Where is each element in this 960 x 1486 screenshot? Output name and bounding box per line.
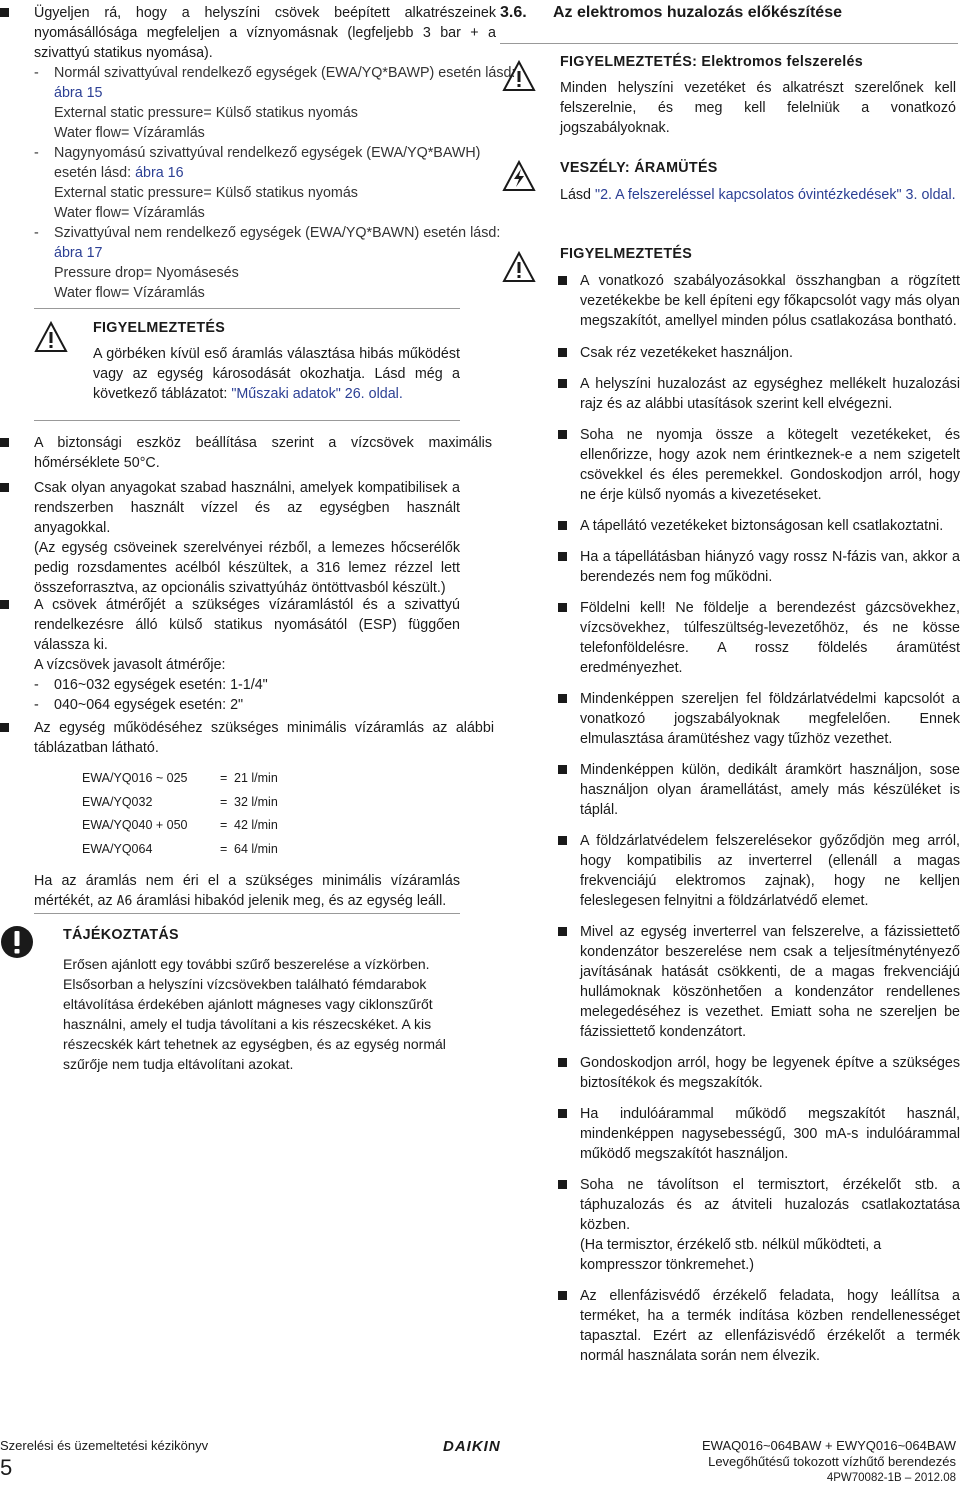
dash-mark: - [34,65,39,81]
list-item-text: Csak réz vezetékeket használjon. [500,343,960,363]
dash-line: Pressure drop= Nyomásesés [54,265,239,281]
dash-item-bawn [0,223,516,303]
dash-item-bawp [0,63,516,143]
note-text: Ha az áramlás nem éri el a szükséges minimális vízáramlás mértékét, az [34,873,460,909]
eq-cell: = [220,841,228,856]
flow-error-note [34,871,460,912]
flow-row [82,815,314,839]
link-precautions[interactable]: "2. A felszereléssel kapcsolatos óvintézkedések" 3. oldal. [595,187,956,203]
dash-line: Water flow= Vízáramlás [54,285,205,301]
warning-block [93,318,460,404]
dash-text: 040~064 egységek esetén: 2" [54,697,244,713]
list-item [500,271,960,331]
list-item [500,547,960,587]
footer-right [702,1438,956,1486]
divider [34,308,460,309]
warning-icon [502,60,536,92]
info-text: Erősen ajánlott egy további szűrő beszerelése a vízkörben. Elsősorban a helyszíni vízcsövekben található fémdarabok eltávolítása érdekében ajánlott mágneses vagy ciklonszűrőt használni, amely el tudja távolítani a kis részecskéket. A kis részecskék kárt tehetnek az egységben, és az egység normál szűrője nem tudja eltávolítani azokat. [63,956,446,1072]
divider [34,913,460,914]
list-item-text: A vonatkozó szabályozásokkal összhangban a rögzített vezetékekbe be kell építeni egy főkapcsolót vagy más olyan megszakítót, amellyel minden pólus csatlakozása bontható. [500,271,960,331]
footer-left [0,1438,208,1480]
link-abra-15[interactable]: ábra 15 [54,85,103,101]
warning-icon [34,321,68,353]
flow-row [82,792,314,816]
manual-title: Szerelési és üzemeltetési kézikönyv [0,1438,209,1453]
section-heading [500,3,842,23]
wiring-warning-list [500,271,960,1366]
list-item-text: A helyszíni huzalozást az egységhez mellékelt huzalozási rajz és az alábbi utasítások szerint kell elvégezni. [500,374,960,414]
warning-title: FIGYELMEZTETÉS [560,246,693,262]
model-range: EWAQ016~064BAW + EWYQ016~064BAW [702,1438,956,1453]
value-cell: 64 l/min [234,841,278,856]
list-item-text: Az ellenfázisvédő érzékelő feladata, hogy leállítsa a terméket, ha a termék indítása közben rendellenességet tapasztal. Ezért az ellenfázisvédő érzékelőt a termék normál használata során nem élvezik. [500,1286,960,1366]
list-item-text: Mivel az egység inverterrel van felszerelve, a fázissiettető kondenzátor beszerelése nem csak a teljesítménytényező javításának hatását csökkenti, de a magas frekvenciájú hullámoknak köszönhetően a kondenzátor rendellenes melegedéséhez is vezethet. Emiatt soha ne szereljen be fázissiettető kondenzátort. [500,922,960,1042]
info-title: TÁJÉKOZTATÁS [63,927,179,943]
list-item [500,374,960,414]
eq-cell: = [220,818,228,832]
list-item-text: Soha ne nyomja össze a kötegelt vezetékeket, és ellenőrizze, hogy azok nem érintkeznek-e a nem szigetelt csövekkel és éles peremekkel. Gondoskodjon arról, hogy ne érje külső nyomás a kivezetéseket. [500,425,960,505]
dash-mark: - [34,677,39,693]
bullet-min-flow: Az egység működéséhez szükséges minimális vízáramlás az alábbi táblázatban látható. [0,718,494,758]
list-item [500,760,960,820]
bullet-pressure: Ügyeljen rá, hogy a helyszíni csövek beépített alkatrészeinek nyomásállósága megfeleljen a víznyomásnak (legfeljebb 3 bar + a szivattyú statikus nyomása). [0,3,496,63]
list-item [500,831,960,911]
flow-table [82,768,314,862]
list-item-cont: (Ha termisztor, érzékelő stb. nélkül működteti, a kompresszor tönkremehet.) [580,1237,882,1273]
list-item-text: Ha indulóárammal működő megszakítót használ, mindenképpen nagysebességű, 300 mA-s indulóárammal működő megszakítót használjon. [500,1104,960,1164]
danger-text: Lásd [560,187,592,203]
note-text: áramlási hibakód jelenik meg, és az egység leáll. [136,893,447,909]
list-item [500,425,960,505]
electric-shock-icon [502,160,536,192]
section-title: Az elektromos huzalozás előkészítése [553,4,842,21]
value-cell: 32 l/min [234,794,278,809]
list-item-text: Ha a tápellátásban hiányzó vagy rossz N-fázis van, akkor a berendezés nem fog működni. [500,547,960,587]
list-item-text: Mindenképpen szereljen fel földzárlatvédelmi kapcsolót a vonatkozó jogszabályoknak megfelelően. Ennek elmulasztása áramütéshez vagy tűzhöz vezethet. [500,689,960,749]
warning-text: Minden helyszíni vezetéket és alkatrészt szerelőnek kell felszerelnie, és meg kell felelniük a vonatkozó jogszabályoknak. [560,80,956,136]
info-block [63,925,459,1074]
eq-cell: = [220,794,228,809]
doc-code: 4PW70082-1B – 2012.08 [826,1472,956,1484]
flow-row [82,768,314,792]
dash-text: Szivattyúval nem rendelkező egységek (EWA/YQ*BAWN) esetén lásd: [54,225,501,241]
list-item [500,1286,960,1366]
model-cell: EWA/YQ064 [82,841,153,856]
warning-title: FIGYELMEZTETÉS [93,320,226,336]
list-item [500,516,960,536]
bullet-materials [0,478,460,598]
dash-line: Water flow= Vízáramlás [54,205,205,221]
bullet-diameter [0,595,460,715]
value-cell: 21 l/min [234,771,278,785]
warning-electrical [560,52,956,138]
list-item [500,1104,960,1164]
dash-line: Water flow= Vízáramlás [54,125,205,141]
list-item [500,689,960,749]
value-cell: 42 l/min [234,818,278,832]
list-item [500,1053,960,1093]
danger-title: VESZÉLY: ÁRAMÜTÉS [560,160,718,176]
list-item-text: Soha ne távolítson el termisztort, érzékelőt stb. a táphuzalozás és az átviteli huzalozás csatlakoztatása közben. [500,1175,960,1235]
dash-item-bawh [0,143,516,223]
dash-text: Nagynyomású szivattyúval rendelkező egységek (EWA/YQ*BAWH) esetén lásd: [54,145,481,181]
model-cell: EWA/YQ040 + 050 [82,818,188,832]
dash-text: 016~032 egységek esetén: 1-1/4" [54,677,268,693]
page-number: 5 [0,1455,13,1480]
dash-mark: - [34,145,39,161]
bullet-cont: (Az egység csöveinek szerelvényei rézből, a lemezes hőcserélők pedig rozsdamentes acélból készültek, a 316 lemez rézzel lett összeforrasztva, az opcionális szivattyúház öntöttvasból készült.) [34,540,460,596]
list-item [500,1175,960,1275]
bullet-text: Csak olyan anyagokat szabad használni, amelyek kompatibilisek a rendszerben használt vízzel és az egységben használt anyagokkal. [0,478,460,538]
dash-line: External static pressure= Külső statikus nyomás [54,105,358,121]
list-item-text: Mindenképpen külön, dedikált áramkört használjon, sose használjon olyan áramellátást, amely más készüléket is táplál. [500,760,960,820]
daikin-logo [443,1437,501,1457]
flow-row [82,839,314,863]
model-cell: EWA/YQ032 [82,794,153,809]
list-item-text: Gondoskodjon arról, hogy be legyenek építve a szükséges biztosítékok és megszakítók. [500,1053,960,1093]
error-code: A6 [116,894,133,909]
info-exclamation-icon [0,925,34,959]
dash-text: Normál szivattyúval rendelkező egységek (EWA/YQ*BAWP) esetén lásd: [54,65,516,81]
divider [34,420,460,421]
eq-cell: = [220,771,228,785]
bullet-max-temp: A biztonsági eszköz beállítása szerint a vízcsövek maximális hőmérséklete 50°C. [0,433,492,473]
list-item [500,922,960,1042]
link-abra-17[interactable]: ábra 17 [54,245,103,261]
list-item-text: A tápellátó vezetékeket biztonságosan kell csatlakoztatni. [500,516,960,536]
danger-shock [560,158,956,205]
warning-text: A görbéken kívül eső áramlás választása hibás működést vagy az egység károsodását okozhatja. Lásd még a következő táblázatot: [93,346,460,402]
dash-mark: - [34,225,39,241]
bullet-cont: A vízcsövek javasolt átmérője: [34,657,226,673]
link-abra-16[interactable]: ábra 16 [135,165,184,181]
brand-text: DAIKIN [443,1438,501,1455]
warning-title: FIGYELMEZTETÉS: Elektromos felszerelés [560,54,863,70]
list-item [500,598,960,678]
list-item-text: A földzárlatvédelem felszerelésekor győződjön meg arról, hogy kompatibilis az inverterrel (ellenáll a magas frekvenciájú elektromos zajnak), hogy ne kelljen feleslegesen felnyitni a földzárlatvédő elemet. [500,831,960,911]
bullet-text: A csövek átmérőjét a szükséges vízáramlástól és a szivattyú rendelkezésre álló külső statikus nyomásától (ESP) függően válassza ki. [0,595,460,655]
list-item-text: Földelni kell! Ne földelje a berendezést gázcsövekhez, vízcsövekhez, túlfeszültség-levezetőhöz, és ne kösse telefonföldelésre. A rossz földelés áramütést eredményezhet. [500,598,960,678]
model-cell: EWA/YQ016 ~ 025 [82,771,188,785]
link-muszaki-adatok[interactable]: "Műszaki adatok" 26. oldal. [231,386,403,402]
section-number: 3.6. [500,4,527,21]
dash-mark: - [34,697,39,713]
list-item [500,343,960,363]
dash-line: External static pressure= Külső statikus nyomás [54,185,358,201]
divider [500,43,958,44]
product-name: Levegőhűtésű tokozott vízhűtő berendezés [708,1454,956,1469]
